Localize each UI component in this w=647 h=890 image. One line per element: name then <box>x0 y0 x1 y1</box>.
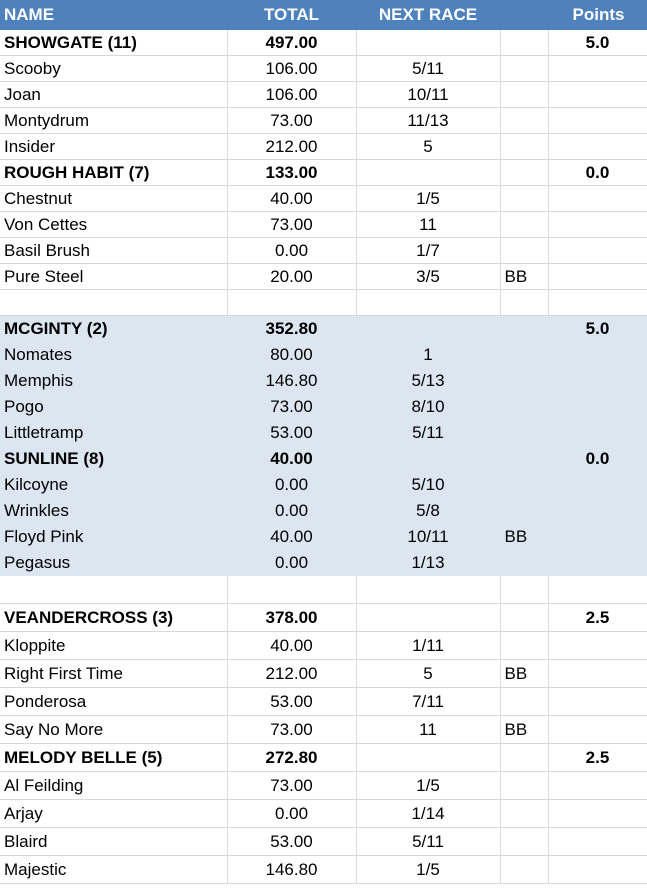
cell-next-race[interactable]: 10/11 <box>356 524 500 550</box>
cell-total[interactable]: 146.80 <box>227 368 356 394</box>
cell-total[interactable]: 53.00 <box>227 420 356 446</box>
cell-total[interactable] <box>227 290 356 316</box>
cell-total[interactable]: 212.00 <box>227 134 356 160</box>
cell-total[interactable]: 497.00 <box>227 30 356 56</box>
cell-extra[interactable] <box>500 828 548 856</box>
cell-total[interactable]: 106.00 <box>227 56 356 82</box>
cell-points[interactable]: 0.0 <box>548 446 647 472</box>
table-row <box>0 498 647 524</box>
cell-extra[interactable]: BB <box>500 716 548 744</box>
cell-extra[interactable] <box>500 368 548 394</box>
cell-points[interactable] <box>548 82 647 108</box>
cell-name[interactable]: Scooby <box>0 56 227 82</box>
cell-next-race[interactable] <box>356 744 500 772</box>
cell-total[interactable] <box>227 576 356 604</box>
cell-name[interactable]: Right First Time <box>0 660 227 688</box>
table-row <box>0 134 647 160</box>
cell-name[interactable] <box>0 576 227 604</box>
cell-extra[interactable] <box>500 800 548 828</box>
cell-name[interactable]: Montydrum <box>0 108 227 134</box>
header-row <box>0 0 647 30</box>
cell-name[interactable]: Basil Brush <box>0 238 227 264</box>
table-body <box>0 30 647 884</box>
group-row <box>0 160 647 186</box>
cell-total[interactable]: 378.00 <box>227 604 356 632</box>
cell-total[interactable]: 0.00 <box>227 800 356 828</box>
cell-extra[interactable] <box>500 688 548 716</box>
group-row <box>0 604 647 632</box>
cell-next-race[interactable]: 11 <box>356 716 500 744</box>
cell-extra[interactable] <box>500 30 548 56</box>
cell-total[interactable]: 133.00 <box>227 160 356 186</box>
cell-points[interactable]: 2.5 <box>548 744 647 772</box>
spacer-row <box>0 576 647 604</box>
cell-total[interactable]: 40.00 <box>227 186 356 212</box>
cell-points[interactable] <box>548 134 647 160</box>
cell-total[interactable]: 352.80 <box>227 316 356 342</box>
cell-extra[interactable] <box>500 108 548 134</box>
cell-name[interactable]: SUNLINE (8) <box>0 446 227 472</box>
cell-total[interactable]: 106.00 <box>227 82 356 108</box>
cell-name[interactable]: Pogo <box>0 394 227 420</box>
cell-total[interactable]: 20.00 <box>227 264 356 290</box>
cell-name[interactable]: SHOWGATE (11) <box>0 30 227 56</box>
cell-name[interactable]: Arjay <box>0 800 227 828</box>
spacer-row <box>0 290 647 316</box>
cell-next-race[interactable]: 1/7 <box>356 238 500 264</box>
cell-total[interactable]: 73.00 <box>227 716 356 744</box>
cell-next-race[interactable]: 11 <box>356 212 500 238</box>
cell-points[interactable] <box>548 856 647 884</box>
cell-extra[interactable]: BB <box>500 264 548 290</box>
cell-points[interactable] <box>548 290 647 316</box>
cell-extra[interactable] <box>500 316 548 342</box>
cell-name[interactable]: Nomates <box>0 342 227 368</box>
header-extra[interactable] <box>500 0 548 30</box>
table-row <box>0 264 647 290</box>
cell-next-race[interactable]: 1/5 <box>356 772 500 800</box>
table-row <box>0 212 647 238</box>
cell-extra[interactable] <box>500 772 548 800</box>
cell-next-race[interactable]: 5/11 <box>356 828 500 856</box>
cell-points[interactable] <box>548 394 647 420</box>
cell-extra[interactable]: BB <box>500 524 548 550</box>
cell-points[interactable] <box>548 212 647 238</box>
cell-extra[interactable] <box>500 576 548 604</box>
table-row <box>0 238 647 264</box>
cell-extra[interactable] <box>500 420 548 446</box>
cell-next-race[interactable]: 1/5 <box>356 186 500 212</box>
table-row <box>0 772 647 800</box>
cell-name[interactable]: Von Cettes <box>0 212 227 238</box>
cell-points[interactable] <box>548 550 647 576</box>
cell-extra[interactable] <box>500 342 548 368</box>
table-row <box>0 688 647 716</box>
cell-next-race[interactable] <box>356 316 500 342</box>
cell-next-race[interactable]: 1 <box>356 342 500 368</box>
cell-name[interactable]: Blaird <box>0 828 227 856</box>
table-row <box>0 660 647 688</box>
table-row <box>0 550 647 576</box>
group-row <box>0 30 647 56</box>
cell-name[interactable]: Say No More <box>0 716 227 744</box>
cell-name[interactable]: Kloppite <box>0 632 227 660</box>
cell-name[interactable]: Ponderosa <box>0 688 227 716</box>
header-total[interactable]: TOTAL <box>227 0 356 30</box>
cell-extra[interactable] <box>500 160 548 186</box>
table-row <box>0 420 647 446</box>
table-row <box>0 56 647 82</box>
cell-points[interactable] <box>548 688 647 716</box>
cell-next-race[interactable]: 5/13 <box>356 368 500 394</box>
cell-points[interactable] <box>548 420 647 446</box>
header-points[interactable]: Points <box>548 0 647 30</box>
cell-name[interactable]: Kilcoyne <box>0 472 227 498</box>
cell-points[interactable] <box>548 576 647 604</box>
cell-points[interactable]: 5.0 <box>548 30 647 56</box>
table-row <box>0 524 647 550</box>
cell-next-race[interactable]: 8/10 <box>356 394 500 420</box>
cell-extra[interactable] <box>500 212 548 238</box>
cell-points[interactable] <box>548 368 647 394</box>
cell-points[interactable] <box>548 472 647 498</box>
cell-total[interactable]: 0.00 <box>227 498 356 524</box>
table-row <box>0 716 647 744</box>
cell-name[interactable]: Pegasus <box>0 550 227 576</box>
cell-name[interactable]: MCGINTY (2) <box>0 316 227 342</box>
cell-name[interactable]: Al Feilding <box>0 772 227 800</box>
cell-points[interactable] <box>548 186 647 212</box>
table-row <box>0 800 647 828</box>
table-row <box>0 368 647 394</box>
header-next-race[interactable]: NEXT RACE <box>356 0 500 30</box>
cell-name[interactable]: Insider <box>0 134 227 160</box>
cell-extra[interactable] <box>500 856 548 884</box>
cell-total[interactable]: 53.00 <box>227 828 356 856</box>
cell-next-race[interactable]: 11/13 <box>356 108 500 134</box>
table-row <box>0 186 647 212</box>
cell-next-race[interactable]: 5/11 <box>356 56 500 82</box>
cell-total[interactable]: 146.80 <box>227 856 356 884</box>
cell-points[interactable] <box>548 264 647 290</box>
table-row <box>0 342 647 368</box>
cell-points[interactable] <box>548 108 647 134</box>
cell-points[interactable] <box>548 524 647 550</box>
cell-extra[interactable] <box>500 604 548 632</box>
cell-points[interactable] <box>548 660 647 688</box>
cell-total[interactable]: 0.00 <box>227 550 356 576</box>
cell-points[interactable] <box>548 772 647 800</box>
cell-name[interactable]: Floyd Pink <box>0 524 227 550</box>
table-row <box>0 828 647 856</box>
cell-points[interactable]: 5.0 <box>548 316 647 342</box>
cell-total[interactable]: 73.00 <box>227 108 356 134</box>
cell-next-race[interactable] <box>356 576 500 604</box>
cell-extra[interactable] <box>500 394 548 420</box>
cell-extra[interactable] <box>500 82 548 108</box>
cell-next-race[interactable]: 1/5 <box>356 856 500 884</box>
cell-next-race[interactable] <box>356 446 500 472</box>
cell-next-race[interactable]: 3/5 <box>356 264 500 290</box>
cell-extra[interactable]: BB <box>500 660 548 688</box>
group-row <box>0 744 647 772</box>
cell-name[interactable]: Memphis <box>0 368 227 394</box>
cell-extra[interactable] <box>500 550 548 576</box>
cell-total[interactable]: 40.00 <box>227 632 356 660</box>
cell-extra[interactable] <box>500 186 548 212</box>
cell-name[interactable]: Chestnut <box>0 186 227 212</box>
cell-extra[interactable] <box>500 472 548 498</box>
cell-points[interactable] <box>548 56 647 82</box>
cell-name[interactable]: MELODY BELLE (5) <box>0 744 227 772</box>
group-row <box>0 446 647 472</box>
cell-name[interactable]: VEANDERCROSS (3) <box>0 604 227 632</box>
cell-extra[interactable] <box>500 238 548 264</box>
cell-points[interactable] <box>548 342 647 368</box>
header-name[interactable]: NAME <box>0 0 227 30</box>
cell-extra[interactable] <box>500 134 548 160</box>
cell-points[interactable] <box>548 632 647 660</box>
cell-total[interactable]: 272.80 <box>227 744 356 772</box>
cell-extra[interactable] <box>500 290 548 316</box>
cell-next-race[interactable] <box>356 604 500 632</box>
cell-points[interactable] <box>548 498 647 524</box>
cell-next-race[interactable]: 5/8 <box>356 498 500 524</box>
cell-name[interactable]: Joan <box>0 82 227 108</box>
cell-next-race[interactable]: 5/11 <box>356 420 500 446</box>
cell-points[interactable]: 0.0 <box>548 160 647 186</box>
cell-total[interactable]: 0.00 <box>227 472 356 498</box>
cell-extra[interactable] <box>500 744 548 772</box>
cell-name[interactable] <box>0 290 227 316</box>
cell-points[interactable] <box>548 800 647 828</box>
cell-points[interactable] <box>548 828 647 856</box>
cell-extra[interactable] <box>500 446 548 472</box>
table-row <box>0 856 647 884</box>
cell-next-race[interactable]: 10/11 <box>356 82 500 108</box>
cell-points[interactable]: 2.5 <box>548 604 647 632</box>
table-row <box>0 82 647 108</box>
table-row <box>0 472 647 498</box>
cell-total[interactable]: 0.00 <box>227 238 356 264</box>
cell-total[interactable]: 80.00 <box>227 342 356 368</box>
cell-next-race[interactable] <box>356 160 500 186</box>
cell-total[interactable]: 40.00 <box>227 524 356 550</box>
cell-next-race[interactable]: 5 <box>356 134 500 160</box>
cell-points[interactable] <box>548 238 647 264</box>
cell-total[interactable]: 73.00 <box>227 772 356 800</box>
cell-next-race[interactable]: 5 <box>356 660 500 688</box>
cell-total[interactable]: 73.00 <box>227 394 356 420</box>
cell-extra[interactable] <box>500 56 548 82</box>
cell-name[interactable]: Majestic <box>0 856 227 884</box>
cell-next-race[interactable] <box>356 290 500 316</box>
cell-total[interactable]: 40.00 <box>227 446 356 472</box>
table-row <box>0 394 647 420</box>
cell-name[interactable]: Pure Steel <box>0 264 227 290</box>
cell-total[interactable]: 212.00 <box>227 660 356 688</box>
cell-next-race[interactable] <box>356 30 500 56</box>
cell-next-race[interactable]: 1/14 <box>356 800 500 828</box>
cell-points[interactable] <box>548 716 647 744</box>
cell-next-race[interactable]: 1/11 <box>356 632 500 660</box>
cell-total[interactable]: 53.00 <box>227 688 356 716</box>
cell-total[interactable]: 73.00 <box>227 212 356 238</box>
cell-extra[interactable] <box>500 632 548 660</box>
cell-extra[interactable] <box>500 498 548 524</box>
cell-next-race[interactable]: 1/13 <box>356 550 500 576</box>
table-row <box>0 108 647 134</box>
cell-name[interactable]: ROUGH HABIT (7) <box>0 160 227 186</box>
cell-next-race[interactable]: 5/10 <box>356 472 500 498</box>
table-row <box>0 632 647 660</box>
cell-next-race[interactable]: 7/11 <box>356 688 500 716</box>
cell-name[interactable]: Wrinkles <box>0 498 227 524</box>
cell-name[interactable]: Littletramp <box>0 420 227 446</box>
group-row <box>0 316 647 342</box>
